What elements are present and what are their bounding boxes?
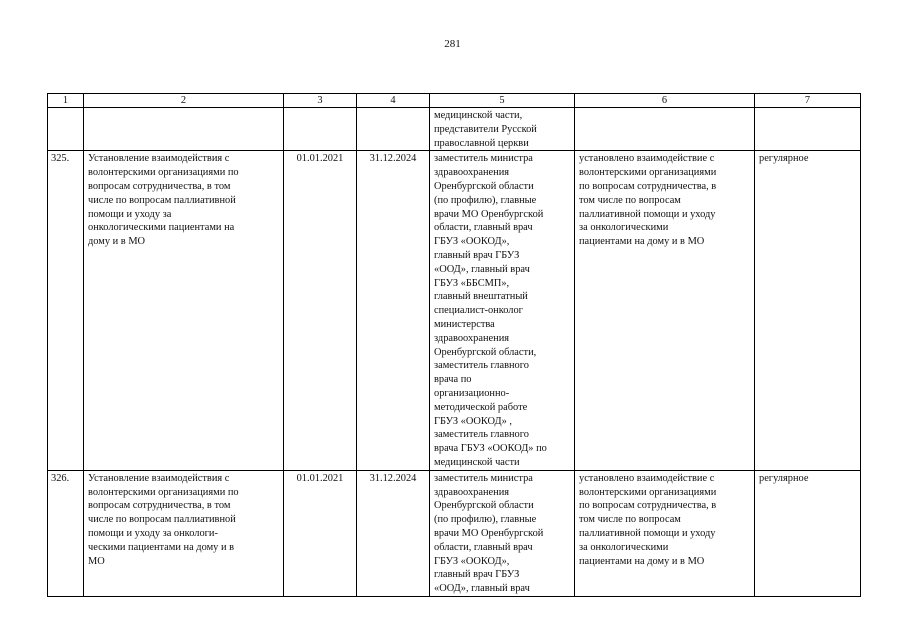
- row-number: 325.: [48, 151, 84, 470]
- row-number: 326.: [48, 470, 84, 596]
- responsible-text: заместитель министра здравоохранения Оренбургской области (по профилю), главные врачи МО Оренбургской области, главный врач ГБУЗ «ООКОД», главный врач ГБУЗ «ООД», главный врач ГБУЗ «ББСМП», главный внештатный специалист-онколог министерства здравоохранения Оренбургской области, заместитель главного врача по организационно- методической работе ГБУЗ «ООКОД» , заместитель главного врача ГБУЗ «ООКОД» по медицинской части: [434, 153, 547, 468]
- responsible-text: заместитель министра здравоохранения Оренбургской области (по профилю), главные врачи МО Оренбургской области, главный врач ГБУЗ «ООКОД», главный врач ГБУЗ «ООД», главный врач: [434, 472, 544, 595]
- table-cell: [84, 108, 284, 151]
- table-cell: [575, 108, 755, 151]
- column-number: 2: [84, 94, 284, 108]
- start-date: 01.01.2021: [284, 151, 357, 470]
- result-text: установлено взаимодействие с волонтерскими организациями по вопросам сотрудничества, в том числе по вопросам паллиативной помощи и уходу за онкологическими пациентами на дому и в МО: [579, 153, 717, 248]
- column-number: 5: [430, 94, 575, 108]
- page-number: 281: [444, 38, 461, 50]
- responsible-cell: [430, 151, 575, 470]
- table-cell: [755, 108, 861, 151]
- result-cell: [575, 151, 755, 470]
- column-number: 6: [575, 94, 755, 108]
- column-number-row: [48, 94, 861, 108]
- activity-cell: [84, 151, 284, 470]
- table-row: [48, 470, 861, 596]
- column-number: 4: [357, 94, 430, 108]
- table-cell: [284, 108, 357, 151]
- end-date: 31.12.2024: [357, 151, 430, 470]
- activity-text: Установление взаимодействия с волонтерскими организациями по вопросам сотрудничества, в том числе по вопросам паллиативной помощи и уходу за онкологическими пациентами на дому и в МО: [88, 153, 239, 248]
- frequency-cell: регулярное: [755, 151, 861, 470]
- column-number: 1: [48, 94, 84, 108]
- activity-text: Установление взаимодействия с волонтерскими организациями по вопросам сотрудничества, в том числе по вопросам паллиативной помощи и уходу за онкологи- ческими пациентами на дому и в МО: [88, 472, 239, 567]
- start-date: 01.01.2021: [284, 470, 357, 596]
- activity-cell: [84, 470, 284, 596]
- continuation-row: [48, 108, 861, 151]
- responsible-cell: [430, 470, 575, 596]
- result-cell: [575, 470, 755, 596]
- table-row: [48, 151, 861, 470]
- table-cell: [430, 108, 575, 151]
- activities-table: [47, 93, 861, 597]
- end-date: 31.12.2024: [357, 470, 430, 596]
- column-number: 7: [755, 94, 861, 108]
- responsible-text: медицинской части, представители Русской православной церкви: [434, 110, 537, 149]
- column-number: 3: [284, 94, 357, 108]
- table-cell: [357, 108, 430, 151]
- frequency-cell: регулярное: [755, 470, 861, 596]
- table-cell: [48, 108, 84, 151]
- result-text: установлено взаимодействие с волонтерскими организациями по вопросам сотрудничества, в том числе по вопросам паллиативной помощи и уходу за онкологическими пациентами на дому и в МО: [579, 472, 717, 567]
